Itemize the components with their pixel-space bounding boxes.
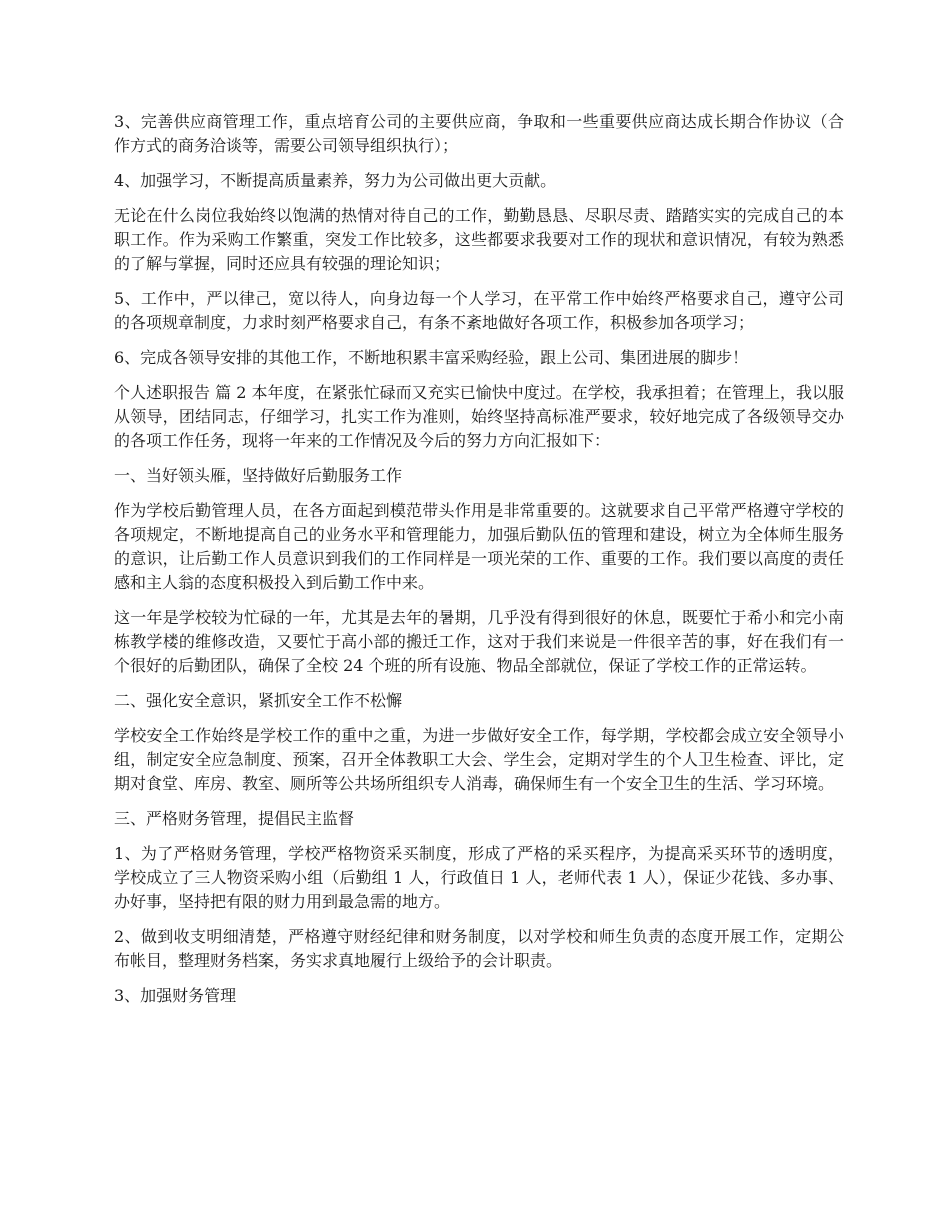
paragraph-logistics-role: 作为学校后勤管理人员，在各方面起到模范带头作用是非常重要的。这就要求自己平常严格遵守学校的各项规定，不断地提高自己的业务水平和管理能力，加强后勤队伍的管理和建设，树立为全体师生服务的意识，让后勤工作人员意识到我们的工作同样是一项光荣的工作、重要的工作。我们要以高度的责任感和主人翁的态度积极投入到后勤工作中来。 — [114, 501, 844, 592]
paragraph-strengthen-learning: 4、加强学习，不断提高质量素养，努力为公司做出更大贡献。 — [114, 171, 557, 190]
paragraph-accounts: 2、做到收支明细清楚，严格遵守财经纪律和财务制度，以对学校和师生负责的态度开展工作，定期公布帐目，整理财务档案，务实求真地履行上级给予的会计职责。 — [114, 927, 844, 970]
document-body — [114, 110, 844, 1019]
paragraph-finance-management: 3、加强财务管理 — [114, 986, 237, 1005]
paragraph-other-tasks: 6、完成各领导安排的其他工作，不断地积累丰富采购经验，跟上公司、集团进展的脚步！ — [114, 348, 749, 367]
paragraph-busy-year: 这一年是学校较为忙碌的一年，尤其是去年的暑期，几乎没有得到很好的休息，既要忙于希小和完小南栋教学楼的维修改造，又要忙于高小部的搬迁工作，这对于我们来说是一件很辛苦的事，好在我们有一个很好的后勤团队，确保了全校 24 个班的所有设施、物品全部就位，保证了学校工作的正常运转。 — [114, 608, 844, 675]
paragraph-supplier-management: 3、完善供应商管理工作，重点培育公司的主要供应商，争取和一些重要供应商达成长期合作协议（合作方式的商务洽谈等，需要公司领导组织执行）； — [114, 112, 844, 155]
paragraph-procurement-system: 1、为了严格财务管理，学校严格物资采买制度，形成了严格的采买程序，为提高采买环节的透明度，学校成立了三人物资采购小组（后勤组 1 人，行政值日 1 人，老师代表 1 人），保证少花钱、多办事、办好事，坚持把有限的财力用到最急需的地方。 — [114, 844, 844, 911]
paragraph-safety-work: 学校安全工作始终是学校工作的重中之重，为进一步做好安全工作，每学期，学校都会成立安全领导小组，制定安全应急制度、预案，召开全体教职工大会、学生会，定期对学生的个人卫生检查、评比，定期对食堂、库房、教室、厕所等公共场所组织专人消毒，确保师生有一个安全卫生的生活、学习环境。 — [114, 726, 844, 793]
section-heading-safety: 二、强化安全意识，紧抓安全工作不松懈 — [114, 691, 403, 710]
paragraph-work-attitude: 无论在什么岗位我始终以饱满的热情对待自己的工作，勤勤恳恳、尽职尽责、踏踏实实的完成自己的本职工作。作为采购工作繁重，突发工作比较多，这些都要求我要对工作的现状和意识情况，有较为熟悉的了解与掌握，同时还应具有较强的理论知识； — [114, 206, 844, 273]
section-heading-finance: 三、严格财务管理，提倡民主监督 — [114, 809, 355, 828]
section-heading-logistics: 一、当好领头雁，坚持做好后勤服务工作 — [114, 466, 403, 485]
paragraph-self-discipline: 5、工作中，严以律己，宽以待人，向身边每一个人学习，在平常工作中始终严格要求自己，遵守公司的各项规章制度，力求时刻严格要求自己，有条不紊地做好各项工作，积极参加各项学习； — [114, 289, 844, 332]
paragraph-report-intro: 个人述职报告 篇 2 本年度，在紧张忙碌而又充实已愉快中度过。在学校，我承担着；在管理上，我以服从领导，团结同志，仔细学习，扎实工作为准则，始终坚持高标准严要求，较好地完成了各级领导交办的各项工作任务，现将一年来的工作情况及今后的努力方向汇报如下： — [114, 383, 844, 450]
